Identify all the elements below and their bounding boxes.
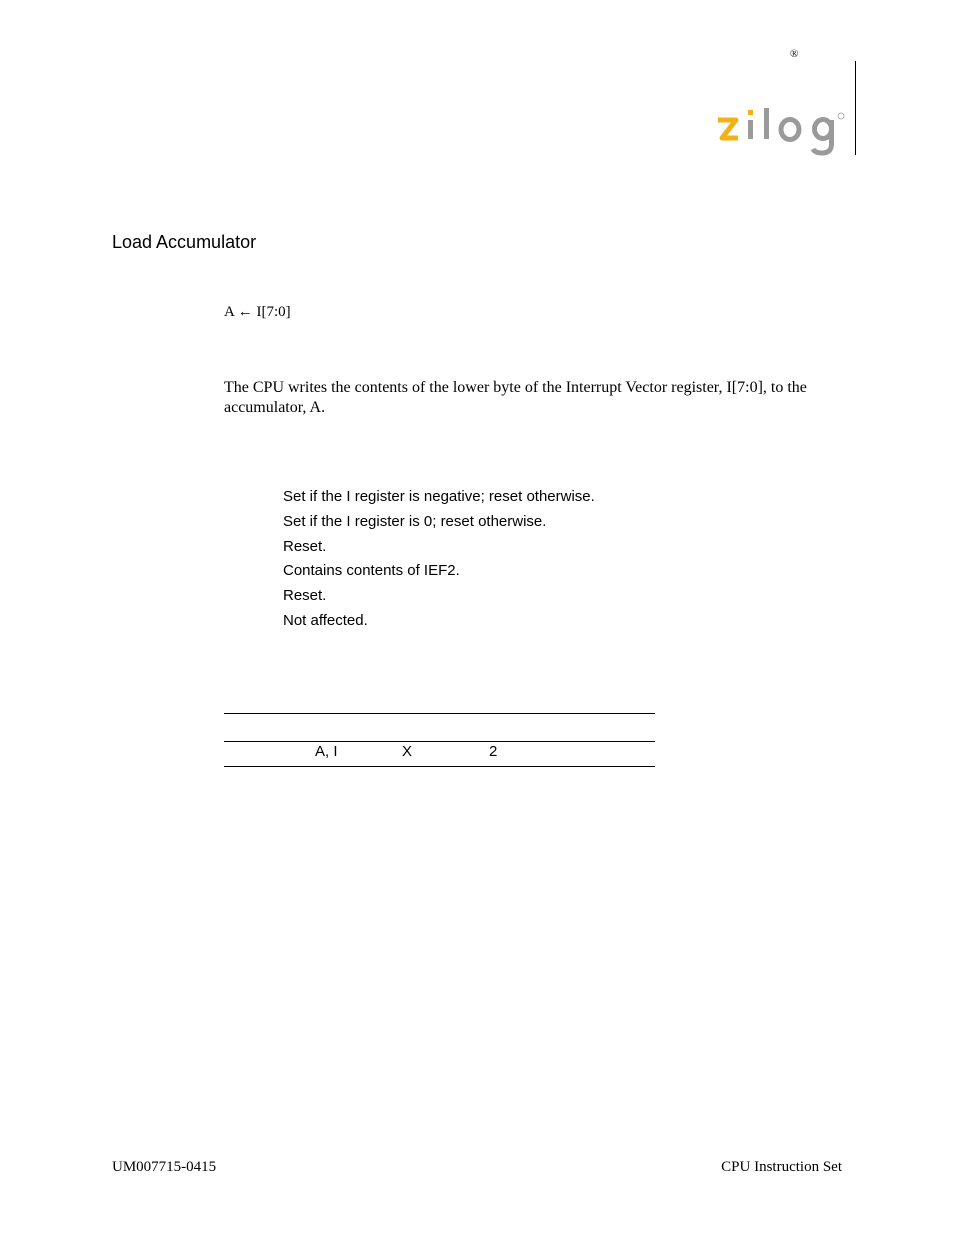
footer-section-name: CPU Instruction Set <box>721 1159 842 1175</box>
condition-bit-line: Set if the I register is 0; reset otherwise. <box>283 513 547 530</box>
condition-bit-line: Reset. <box>283 538 327 555</box>
table-cell-cycles: 2 <box>489 743 498 760</box>
condition-bit-line: Reset. <box>283 587 327 604</box>
table-row <box>224 742 655 766</box>
registered-mark: ® <box>790 48 799 60</box>
footer-doc-number: UM007715-0415 <box>112 1159 217 1175</box>
table-cell-adl-mode: X <box>402 743 413 760</box>
condition-bit-line: Not affected. <box>283 612 368 629</box>
header-vertical-rule <box>855 61 856 155</box>
operation-formula: A ← I[7:0] <box>224 304 291 320</box>
condition-bit-line: Set if the I register is negative; reset otherwise. <box>283 488 595 505</box>
section-title: Load Accumulator <box>112 232 257 252</box>
condition-bit-line: Contains contents of IEF2. <box>283 562 460 579</box>
table-cell-operand: A, I <box>315 743 338 760</box>
zilog-logo <box>712 104 846 158</box>
table-top-rule <box>224 713 655 714</box>
description-paragraph: The CPU writes the contents of the lower byte of the Interrupt Vector register, I[7:0], to the accumulator, A. <box>224 379 807 416</box>
table-bottom-rule <box>224 766 655 767</box>
